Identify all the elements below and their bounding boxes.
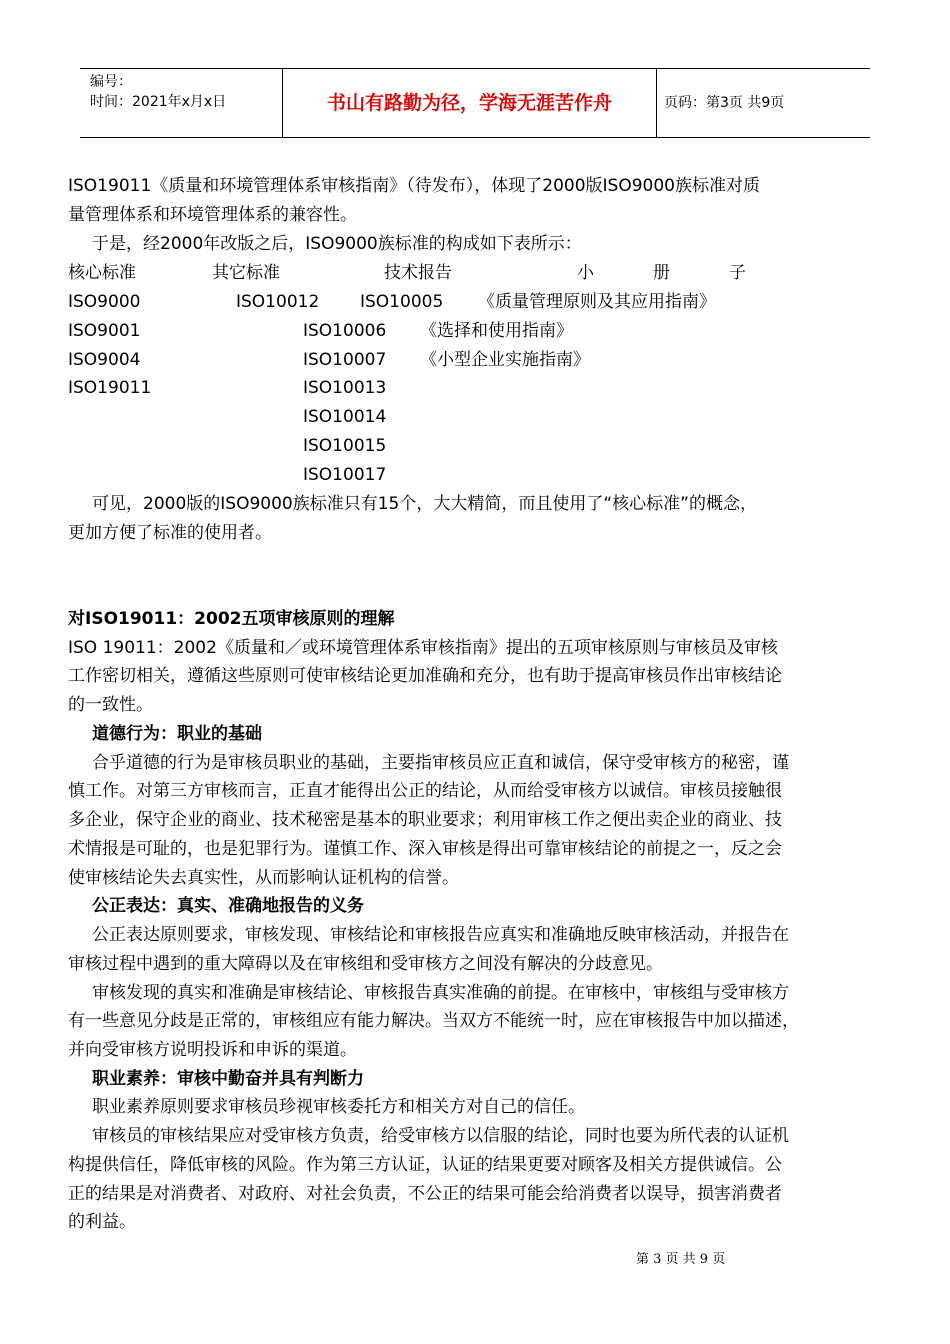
subheading: 道德行为：职业的基础 [92,724,262,744]
paragraph-line: 公正表达原则要求，审核发现、审核结论和审核报告应真实和准确地反映审核活动，并报告在 [92,925,789,945]
page-header [80,68,870,138]
paragraph-line: 于是，经2000年改版之后，ISO9000族标准的构成如下表所示： [92,234,582,254]
subheading: 公正表达：真实、准确地报告的义务 [92,896,364,916]
paragraph-line: 使审核结论失去真实性，从而影响认证机构的信誉。 [68,868,459,888]
paragraph-line: 术情报是可耻的，也是犯罪行为。谨慎工作、深入审核是得出可靠审核结论的前提之一，反之会 [68,839,782,859]
table-header-tech: 技术报告 [384,263,452,283]
table-cell: 《小型企业实施指南》 [420,350,590,370]
subheading: 职业素养：审核中勤奋并具有判断力 [92,1069,364,1089]
table-cell: ISO10013 [303,378,387,398]
table-cell: ISO9004 [68,350,141,370]
section-title: 对ISO19011：2002五项审核原则的理解 [68,609,395,629]
table-header-core: 核心标准 [68,263,136,283]
table-header-booklet: 子 [729,263,746,283]
document-date-label: 时间：2021年x月x日 [90,94,227,110]
table-cell: ISO19011 [68,378,152,398]
table-cell: ISO9001 [68,321,141,341]
header-meta [80,69,282,137]
paragraph-line: 慎工作。对第三方审核而言，正直才能得出公正的结论，从而给受审核方以诚信。审核员接触很 [68,781,782,801]
table-cell: 《选择和使用指南》 [420,321,573,341]
table-cell: ISO10012 [236,292,320,312]
paragraph-line: 多企业，保守企业的商业、技术秘密是基本的职业要求；利用审核工作之便出卖企业的商业、技 [68,810,782,830]
paragraph-line: 的利益。 [68,1212,136,1232]
table-cell: ISO10005 [360,292,444,312]
header-page-number: 页码：第3页 共9页 [664,95,785,111]
table-cell: ISO10015 [303,436,387,456]
paragraph-line: 审核过程中遇到的重大障碍以及在审核组和受审核方之间没有解决的分歧意见。 [68,954,663,974]
table-header-booklet: 册 [653,263,670,283]
paragraph-line: 审核员的审核结果应对受审核方负责，给受审核方以信服的结论，同时也要为所代表的认证机 [92,1126,789,1146]
table-cell: ISO10007 [303,350,387,370]
paragraph-line: 更加方便了标准的使用者。 [68,523,272,543]
paragraph-line: 有一些意见分歧是正常的，审核组应有能力解决。当双方不能统一时，应在审核报告中加以描述， [68,1011,799,1031]
paragraph-line: 量管理体系和环境管理体系的兼容性。 [68,205,357,225]
paragraph-line: 职业素养原则要求审核员珍视审核委托方和相关方对自己的信任。 [92,1097,585,1117]
table-cell: 《质量管理原则及其应用指南》 [478,292,716,312]
table-cell: ISO9000 [68,292,141,312]
paragraph-line: 正的结果是对消费者、对政府、对社会负责，不公正的结果可能会给消费者以误导，损害消费者 [68,1184,782,1204]
header-motto: 书山有路勤为径，学海无涯苦作舟 [282,69,657,137]
table-header-other: 其它标准 [212,263,280,283]
paragraph-line: 的一致性。 [68,695,153,715]
document-number-label: 编号： [90,74,132,90]
paragraph-line: 并向受审核方说明投诉和申诉的渠道。 [68,1040,357,1060]
paragraph-line: 合乎道德的行为是审核员职业的基础，主要指审核员应正直和诚信，保守受审核方的秘密，谨 [92,753,789,773]
paragraph-line: 工作密切相关，遵循这些原则可使审核结论更加准确和充分，也有助于提高审核员作出审核结论 [68,666,782,686]
table-cell: ISO10014 [303,407,387,427]
paragraph-line: 可见，2000版的ISO9000族标准只有15个，大大精简，而且使用了“核心标准”的概念， [92,494,757,514]
paragraph-line: ISO19011《质量和环境管理体系审核指南》（待发布），体现了2000版ISO9000族标准对质 [68,176,760,196]
table-cell: ISO10017 [303,465,387,485]
table-cell: ISO10006 [303,321,387,341]
table-header-booklet: 小 [577,263,594,283]
page-footer: 第 3 页 共 9 页 [636,1252,726,1267]
paragraph-line: 构提供信任，降低审核的风险。作为第三方认证，认证的结果更要对顾客及相关方提供诚信。公 [68,1155,782,1175]
paragraph-line: 审核发现的真实和准确是审核结论、审核报告真实准确的前提。在审核中，审核组与受审核方 [92,983,789,1003]
paragraph-line: ISO 19011：2002《质量和／或环境管理体系审核指南》提出的五项审核原则与审核员及审核 [68,638,778,658]
